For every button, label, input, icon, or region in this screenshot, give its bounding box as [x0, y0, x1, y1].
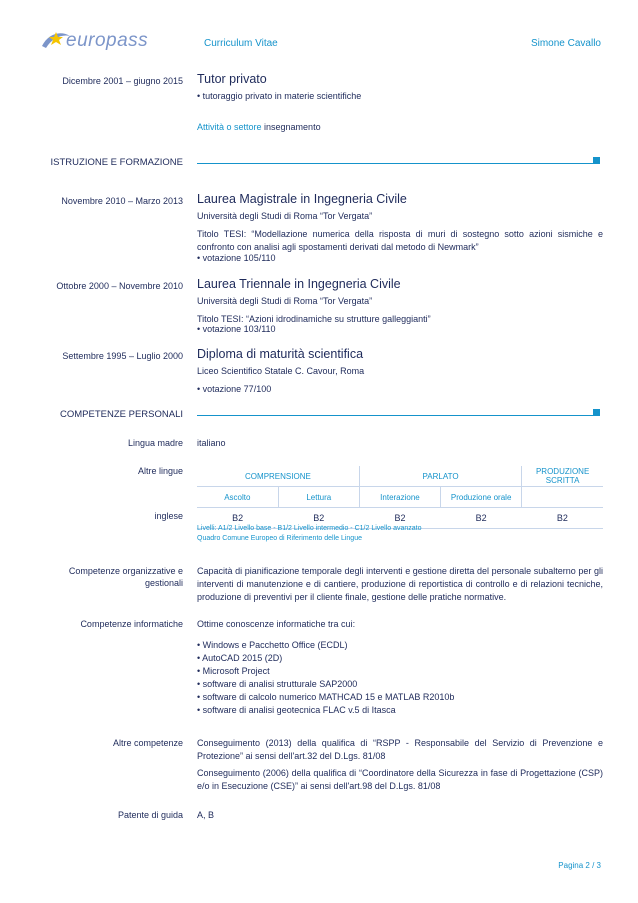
section-divider [197, 415, 593, 416]
language-name: inglese [154, 511, 183, 521]
list-item: • software di analisi strutturale SAP2000 [197, 679, 358, 689]
level-cell: B2 [197, 508, 278, 529]
language-table [197, 466, 603, 529]
subheader-reading: Lettura [278, 487, 359, 508]
list-item: • software di calcolo numerico MATHCAD 15 e MATLAB R2010b [197, 692, 455, 702]
edu1-school: Università degli Studi di Roma “Tor Vergata” [197, 211, 373, 221]
language-table-subheader [197, 487, 603, 508]
subheader-interaction: Interazione [359, 487, 440, 508]
section-divider [197, 163, 593, 164]
mother-tongue-value: italiano [197, 438, 226, 448]
license-value: A, B [197, 810, 215, 820]
subheader-listening: Ascolto [197, 487, 278, 508]
list-item: • software di analisi geotecnica FLAC v.5 di Itasca [197, 705, 396, 715]
subheader-writing [522, 487, 603, 508]
edu2-title: Laurea Triennale in Ingegneria Civile [197, 277, 401, 291]
europass-logo [40, 26, 150, 58]
tutor-bullet: • tutoraggio privato in materie scientifiche [197, 91, 362, 101]
license-label: Patente di guida [117, 810, 183, 820]
org-text: Capacità di pianificazione temporale degli interventi e gestione diretta del personale subalterno per gli interventi di manutenzione e di cantiere, produzione di reportistica di controllo e di relazioni tecniche, produzione di preventivi per il cliente finale, gestione delle pratiche normative. [197, 566, 603, 602]
other-p2: Conseguimento (2006) della qualifica di “Coordinatore della Sicurezza in fase di Progettazione (CSP) e/o in Esecuzione (CSE)” ai sensi dell'art.98 del D.Lgs. 81/08 [197, 768, 603, 791]
language-legend [197, 524, 422, 544]
list-item: • Microsoft Project [197, 666, 270, 676]
list-item: • AutoCAD 2015 (2D) [197, 653, 283, 663]
edu2-thesis: Titolo TESI: “Azioni idrodinamiche su strutture galleggianti” [197, 314, 431, 324]
edu1-date: Novembre 2010 – Marzo 2013 [61, 196, 183, 206]
org-label [69, 565, 183, 589]
org-label-line1: Competenze organizzative e [68, 566, 183, 576]
level-cell: B2 [359, 508, 440, 529]
header-comprehension: COMPRENSIONE [197, 466, 359, 487]
level-cell: B2 [522, 508, 603, 529]
tutor-date: Dicembre 2001 – giugno 2015 [62, 76, 183, 86]
other-p1: Conseguimento (2013) della qualifica di “RSPP - Responsabile del Servizio di Prevenzione e Protezione” ai sensi dell'art.32 del D.Lgs. 81/08 [197, 738, 603, 761]
edu2-school: Università degli Studi di Roma “Tor Vergata” [197, 296, 373, 306]
section-marker [593, 157, 600, 164]
person-name: Simone Cavallo [530, 38, 601, 49]
header-writing: PRODUZIONE SCRITTA [522, 466, 603, 487]
it-label: Competenze informatiche [80, 619, 183, 629]
other-label: Altre competenze [112, 738, 183, 748]
doc-title: Curriculum Vitae [204, 38, 278, 49]
edu2-grade: • votazione 103/110 [197, 324, 276, 334]
edu2-date: Ottobre 2000 – Novembre 2010 [56, 281, 183, 291]
list-item: • Windows e Pacchetto Office (ECDL) [197, 640, 348, 650]
edu3-school: Liceo Scientifico Statale C. Cavour, Roma [197, 366, 365, 376]
level-cell: B2 [278, 508, 359, 529]
logo-text: europass [66, 30, 149, 51]
section-heading-education: ISTRUZIONE E FORMAZIONE [50, 157, 183, 168]
section-heading-skills: COMPETENZE PERSONALI [60, 409, 183, 420]
edu3-date: Settembre 1995 – Luglio 2000 [62, 351, 183, 361]
language-table-header [197, 466, 603, 487]
tutor-sector [197, 121, 321, 134]
edu3-title: Diploma di maturità scientifica [197, 347, 364, 361]
legend-levels: Livelli: A1/2 Livello base - B1/2 Livello intermedio - C1/2 Livello avanzato [197, 525, 422, 532]
tutor-title: Tutor privato [197, 72, 267, 86]
level-cell: B2 [441, 508, 522, 529]
edu1-title: Laurea Magistrale in Ingegneria Civile [197, 192, 407, 206]
it-intro: Ottime conoscenze informatiche tra cui: [197, 619, 356, 629]
mother-tongue-label: Lingua madre [127, 438, 183, 448]
edu1-grade: • votazione 105/110 [197, 253, 276, 263]
subheader-oral: Produzione orale [441, 487, 522, 508]
other-languages-label: Altre lingue [137, 466, 183, 476]
header-speaking: PARLATO [359, 466, 521, 487]
edu1-thesis: Titolo TESI: “Modellazione numerica della risposta di muri di sostegno sotto azioni sismiche e confronto con analisi agli spostamenti derivati dal metodo di Newmark” [197, 229, 603, 252]
page-number: Pagina 2 / 3 [558, 861, 601, 870]
section-marker [593, 409, 600, 416]
it-list [197, 639, 454, 717]
sector-label: Attività o settore [197, 122, 262, 132]
edu3-grade: • votazione 77/100 [197, 384, 272, 394]
legend-framework: Quadro Comune Europeo di Riferimento delle Lingue [197, 535, 362, 542]
sector-value: insegnamento [261, 122, 321, 132]
org-label-line2: gestionali [144, 578, 183, 588]
